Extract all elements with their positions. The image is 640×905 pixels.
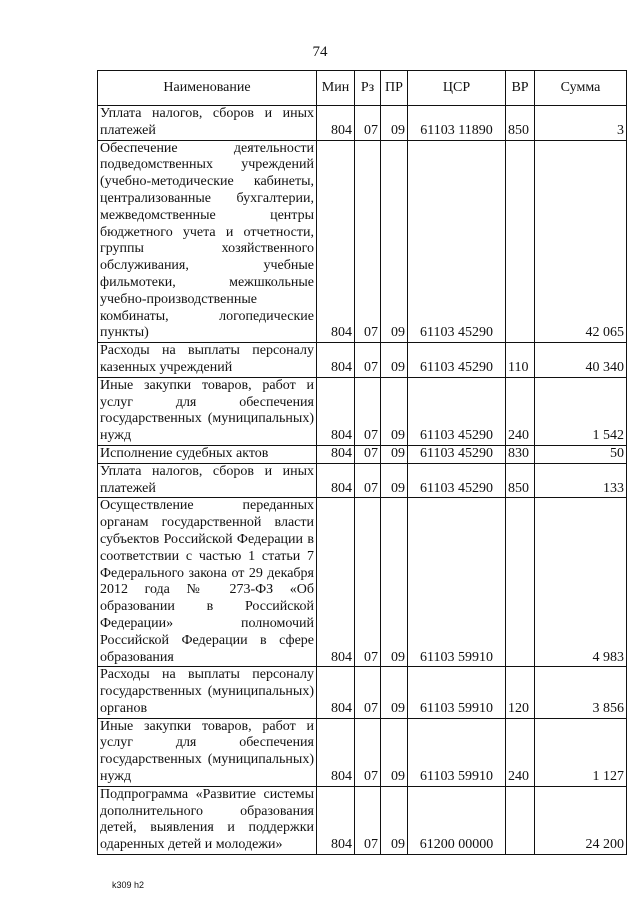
row-pr: 09 [381, 786, 408, 854]
row-name: Расходы на выплаты персоналу казенных учреждений [98, 343, 317, 378]
row-rz: 07 [355, 667, 381, 718]
table-body [98, 106, 627, 855]
row-name: Уплата налогов, сборов и иных платежей [98, 463, 317, 498]
row-pr: 09 [381, 463, 408, 498]
row-name: Уплата налогов, сборов и иных платежей [98, 106, 317, 141]
row-min: 804 [317, 498, 355, 667]
row-csr: 61103 45290 [408, 343, 506, 378]
row-csr: 61103 59910 [408, 667, 506, 718]
row-rz: 07 [355, 106, 381, 141]
row-rz: 07 [355, 463, 381, 498]
page-number: 74 [312, 44, 328, 60]
row-csr: 61103 45290 [408, 377, 506, 445]
row-pr: 09 [381, 667, 408, 718]
row-vr [506, 786, 535, 854]
header-row [98, 71, 627, 106]
header-vr: ВР [506, 71, 535, 106]
row-name: Иные закупки товаров, работ и услуг для обеспечения государственных (муниципальных) нужд [98, 718, 317, 786]
row-sum: 42 065 [535, 140, 627, 343]
header-csr: ЦСР [408, 71, 506, 106]
row-vr: 850 [506, 106, 535, 141]
row-sum: 133 [535, 463, 627, 498]
header-pr: ПР [381, 71, 408, 106]
row-rz: 07 [355, 445, 381, 463]
row-csr: 61103 45290 [408, 463, 506, 498]
row-sum: 40 340 [535, 343, 627, 378]
row-sum: 24 200 [535, 786, 627, 854]
table-row [98, 140, 627, 343]
row-csr: 61103 11890 [408, 106, 506, 141]
row-sum: 1 542 [535, 377, 627, 445]
row-vr [506, 140, 535, 343]
row-name: Исполнение судебных актов [98, 445, 317, 463]
row-name: Иные закупки товаров, работ и услуг для обеспечения государственных (муниципальных) нужд [98, 377, 317, 445]
row-rz: 07 [355, 140, 381, 343]
table-row [98, 106, 627, 141]
header-sum: Сумма [535, 71, 627, 106]
table-row [98, 343, 627, 378]
row-min: 804 [317, 377, 355, 445]
row-vr: 830 [506, 445, 535, 463]
row-csr: 61103 59910 [408, 718, 506, 786]
table-row [98, 786, 627, 854]
row-name: Подпрограмма «Развитие системы дополнительного образования детей, выявления и поддержки одаренных детей и молодежи» [98, 786, 317, 854]
table-row [98, 667, 627, 718]
row-vr: 110 [506, 343, 535, 378]
header-rz: Рз [355, 71, 381, 106]
header-name: Наименование [98, 71, 317, 106]
row-pr: 09 [381, 377, 408, 445]
header-min: Мин [317, 71, 355, 106]
row-min: 804 [317, 786, 355, 854]
row-name: Расходы на выплаты персоналу государственных (муниципальных) органов [98, 667, 317, 718]
row-pr: 09 [381, 498, 408, 667]
row-name: Обеспечение деятельности подведомственных учреждений (учебно-методические кабинеты, централизованные бухгалтерии, межведомственные центры бюджетного учета и отчетности, группы хозяйственного обслуживания, учебные фильмотеки, межшкольные учебно-производственные комбинаты, логопедические пункты) [98, 140, 317, 343]
row-rz: 07 [355, 718, 381, 786]
row-pr: 09 [381, 445, 408, 463]
row-min: 804 [317, 718, 355, 786]
table-row [98, 445, 627, 463]
row-min: 804 [317, 343, 355, 378]
row-sum: 1 127 [535, 718, 627, 786]
table-row [98, 718, 627, 786]
row-rz: 07 [355, 498, 381, 667]
row-name: Осуществление переданных органам государственной власти субъектов Российской Федерации в соответствии с частью 1 статьи 7 Федерального закона от 29 декабря 2012 года № 273-ФЗ «Об образовании в Российской Федерации» полномочий Российской Федерации в сфере образования [98, 498, 317, 667]
row-min: 804 [317, 140, 355, 343]
row-pr: 09 [381, 140, 408, 343]
row-csr: 61103 59910 [408, 498, 506, 667]
table-header [98, 71, 627, 106]
row-min: 804 [317, 445, 355, 463]
row-sum: 3 [535, 106, 627, 141]
row-vr: 240 [506, 377, 535, 445]
row-pr: 09 [381, 106, 408, 141]
row-csr: 61200 00000 [408, 786, 506, 854]
table-row [98, 498, 627, 667]
row-sum: 50 [535, 445, 627, 463]
budget-table [97, 70, 627, 855]
row-csr: 61103 45290 [408, 445, 506, 463]
row-vr: 240 [506, 718, 535, 786]
row-pr: 09 [381, 343, 408, 378]
row-rz: 07 [355, 343, 381, 378]
row-rz: 07 [355, 377, 381, 445]
table-row [98, 463, 627, 498]
row-pr: 09 [381, 718, 408, 786]
row-min: 804 [317, 667, 355, 718]
row-csr: 61103 45290 [408, 140, 506, 343]
row-vr: 120 [506, 667, 535, 718]
row-sum: 3 856 [535, 667, 627, 718]
row-min: 804 [317, 106, 355, 141]
row-rz: 07 [355, 786, 381, 854]
footer-code: k309 h2 [112, 880, 145, 890]
row-vr: 850 [506, 463, 535, 498]
row-min: 804 [317, 463, 355, 498]
row-sum: 4 983 [535, 498, 627, 667]
row-vr [506, 498, 535, 667]
table-row [98, 377, 627, 445]
